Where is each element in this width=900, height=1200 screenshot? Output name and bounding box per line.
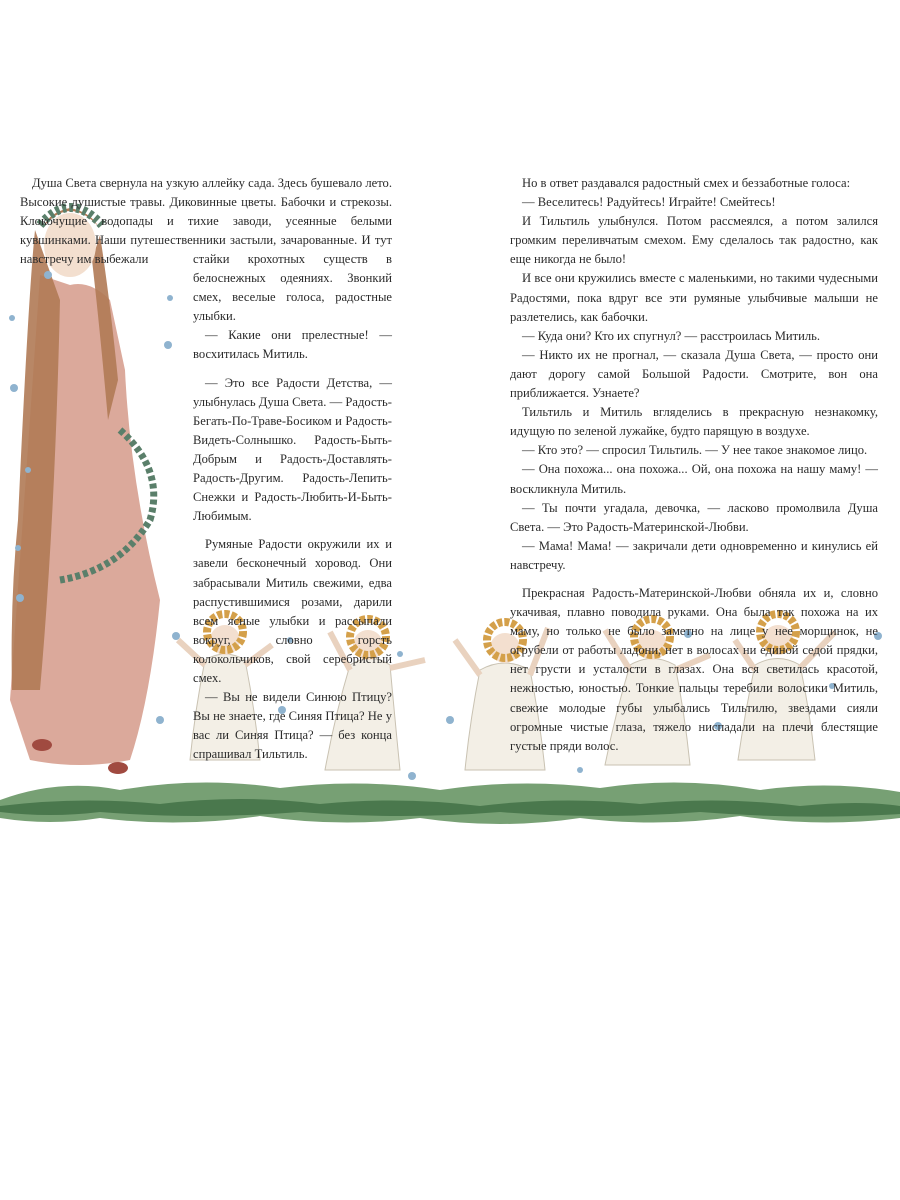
mother-figure [10, 208, 160, 775]
paragraph: — Вы не видели Синюю Птицу? Вы не знаете, где Синяя Птица? Не у вас ли Синяя Птица? — без конца спрашивал Тильтиль. [193, 690, 392, 762]
paragraph: — Никто их не прогнал, — сказала Душа Света, — просто они дают дорогу самой Большой Радости. Смотрите, вон она приближается. Узнаете? [510, 347, 878, 401]
grass-strip [0, 782, 900, 824]
left-page-column [193, 250, 392, 764]
paragraph: — Мама! Мама! — закричали дети одновременно и кинулись ей навстречу. [510, 538, 878, 572]
paragraph: И все они кружились вместе с маленькими, но такими чудесными Радостями, пока вдруг все эти румяные улыбчивые малыши не разлетелись, как бабочки. [510, 271, 878, 324]
paragraph: — Куда они? Кто их спугнул? — расстроилась Митиль. [522, 328, 821, 343]
paragraph: — Ты почти угадала, девочка, — ласково промолвила Душа Света. — Это Радость-Материнской-Любви. [510, 500, 878, 534]
paragraph: — Она похожа... она похожа... Ой, она похожа на нашу маму! — воскликнула Митиль. [510, 462, 878, 496]
paragraph: И Тильтиль улыбнулся. Потом рассмеялся, а потом залился громким переливчатым смехом. Ему сделалось так радостно, как еще никогда не было! [510, 214, 878, 267]
paragraph: — Веселитесь! Радуйтесь! Играйте! Смейтесь! [522, 195, 776, 210]
paragraph: — Кто это? — спросил Тильтиль. — У нее такое знакомое лицо. [522, 443, 868, 458]
right-page-column [510, 174, 878, 756]
paragraph: Но в ответ раздавался радостный смех и беззаботные голоса: [522, 176, 851, 190]
paragraph: стайки крохотных существ в белоснежных одеяниях. Звонкий смех, веселые голоса, радостные улыбки. [193, 252, 392, 324]
paragraph: Прекрасная Радость-Материнской-Любви обняла их и, словно укачивая, плавно поводила руками. Она была так похожа на их маму, но только не было заметно на лице у нее морщинок, не огрубели от работы ладони, нет в волосах ни единой седой прядки, нет грусти и усталости в глазах. Она вся светилась красотой, нежностью, юностью. Тонкие пальцы теребили волосики Митиль, свежие молодые губы улыбались Тильтилю, звездами сияли огромные чистые глаза, тяжело ниспадали на плечи блестящие густые пряди волос. [510, 585, 878, 753]
paragraph: Душа Света свернула на узкую аллейку сада. Здесь бушевало лето. Высокие душистые травы. Диковинные цветы. Бабочки и стрекозы. Клокочущие водопады и тихие заводи, усеянные белыми кувшинками. Наши путешественники застыли, зачарованные. И тут навстречу им выбежали [20, 176, 392, 267]
paragraph: Тильтиль и Митиль вгляделись в прекрасную незнакомку, идущую по зеленой лужайке, будто парящую в воздухе. [510, 405, 878, 439]
paragraph: — Какие они прелестные! — восхитилась Митиль. [193, 328, 392, 362]
paragraph: — Это все Радости Детства, — улыбнулась Душа Света. — Радость-Бегать-По-Траве-Босиком и Радость-Видеть-Солнышко. Радость-Быть-Добрым и Радость-Доставлять-Радость-Другим. Радость-Лепить-Снежки и Радость-Любить-И-Быть-Любимым. [193, 375, 392, 524]
paragraph: Румяные Радости окружили их и завели бесконечный хоровод. Они забрасывали Митиль свежими, едва распустившимися розами, дарили всем ясные улыбки и рассыпали вокруг, словно горсть колокольчиков, свой серебристый смех. [193, 537, 392, 685]
